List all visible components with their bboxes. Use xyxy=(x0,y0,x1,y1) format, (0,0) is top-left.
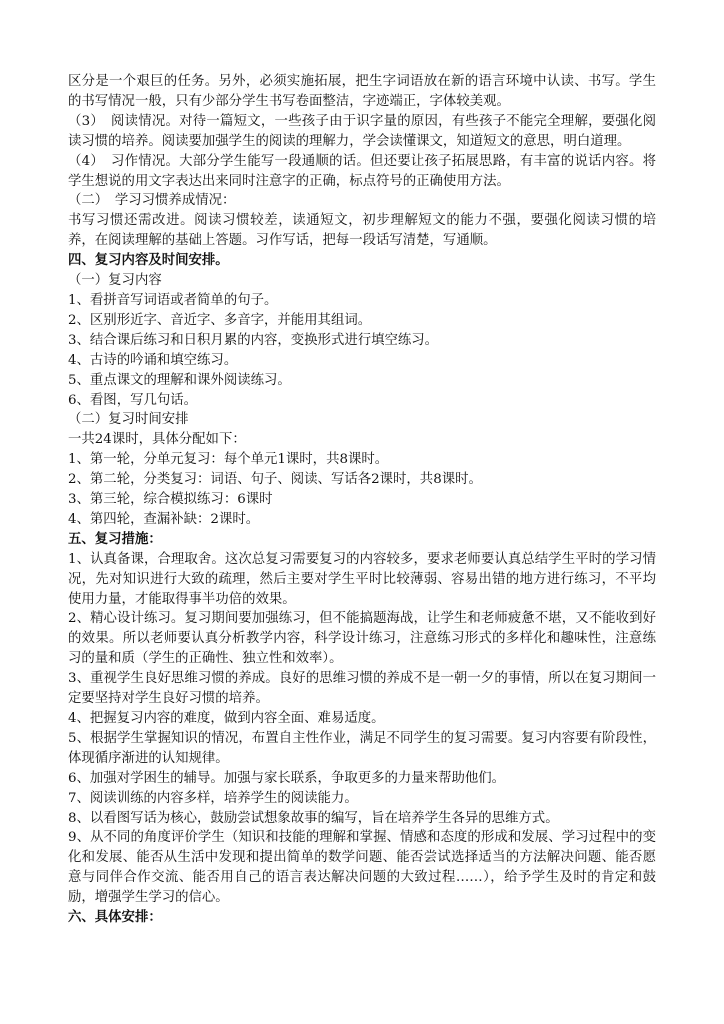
paragraph: 一共24课时，具体分配如下： xyxy=(68,432,246,448)
paragraph: 2、区别形近字、音近字、多音字，并能用其组词。 xyxy=(68,312,372,328)
paragraph: 2、第二轮，分类复习：词语、句子、阅读、写话各2课时，共8课时。 xyxy=(68,472,482,488)
paragraph: （3） 阅读情况。对待一篇短文，一些孩子由于识字量的原因，有些孩子不能完全理解，要强化阅读习惯的培养。阅读要加强学生的阅读的理解力，学会读懂课文，知道短文的意思，明白道理。 xyxy=(68,113,656,149)
paragraph: 1、认真备课，合理取舍。这次总复习需要复习的内容较多，要求老师要认真总结学生平时的学习情况，先对知识进行大致的疏理，然后主要对学生平时比较薄弱、容易出错的地方进行练习，不平均使用力量，才能取得事半功倍的效果。 xyxy=(68,551,656,607)
paragraph: 4、古诗的吟诵和填空练习。 xyxy=(68,352,238,368)
paragraph: 7、阅读训练的内容多样，培养学生的阅读能力。 xyxy=(68,790,358,806)
section-heading: 四、复习内容及时间安排。 xyxy=(68,253,229,269)
paragraph: 8、以看图写话为核心，鼓励尝试想象故事的编写，旨在培养学生各异的思维方式。 xyxy=(68,810,559,826)
paragraph: （一）复习内容 xyxy=(68,273,162,289)
document-page xyxy=(68,72,656,928)
paragraph: 5、根据学生掌握知识的情况，布置自主性作业，满足不同学生的复习需要。复习内容要有阶段性，体现循序渐进的认知规律。 xyxy=(68,730,656,766)
paragraph: 3、重视学生良好思维习惯的养成。良好的思维习惯的养成不是一朝一夕的事情，所以在复习期间一定要坚持对学生良好习惯的培养。 xyxy=(68,671,656,707)
paragraph: 4、把握复习内容的难度，做到内容全面、难易适度。 xyxy=(68,711,385,726)
paragraph: 区分是一个艰巨的任务。另外，必须实施拓展，把生字词语放在新的语言环境中认读、书写。学生的书写情况一般，只有少部分学生书写卷面整洁，字迹端正，字体较美观。 xyxy=(68,74,656,109)
paragraph: 3、结合课后练习和日积月累的内容，变换形式进行填空练习。 xyxy=(68,332,439,348)
paragraph: （二） 学习习惯养成情况： xyxy=(68,193,236,209)
paragraph: （4） 习作情况。大部分学生能写一段通顺的话。但还要让孩子拓展思路，有丰富的说话内容。将学生想说的用文字表达出来同时注意字的正确，标点符号的正确使用方法。 xyxy=(68,153,656,189)
section-heading: 六、具体安排： xyxy=(68,910,162,926)
paragraph: 9、从不同的角度评价学生（知识和技能的理解和掌握、情感和态度的形成和发展、学习过程中的变化和发展、能否从生活中发现和提出简单的数学问题、能否尝试选择适当的方法解决问题、能否愿意与同伴合作交流、能否用自己的语言表达解决问题的大致过程……），给予学生及时的肯定和鼓励，增强学生学习的信心。 xyxy=(68,830,656,906)
paragraph: 6、看图，写几句话。 xyxy=(68,392,198,408)
paragraph: 1、看拼音写词语或者简单的句子。 xyxy=(68,292,278,308)
paragraph: （二）复习时间安排 xyxy=(68,412,189,428)
section-heading: 五、复习措施： xyxy=(68,531,162,547)
paragraph: 书写习惯还需改进。阅读习惯较差，读通短文，初步理解短文的能力不强，要强化阅读习惯的培养，在阅读理解的基础上答题。习作写话，把每一段话写清楚，写通顺。 xyxy=(68,213,656,249)
paragraph: 5、重点课文的理解和课外阅读练习。 xyxy=(68,372,291,388)
paragraph: 3、第三轮，综合模拟练习：6课时 xyxy=(68,492,273,508)
paragraph: 4、第四轮，查漏补缺：2课时。 xyxy=(68,511,260,527)
paragraph: 2、精心设计练习。复习期间要加强练习，但不能搞题海战，让学生和老师疲惫不堪，又不能收到好的效果。所以老师要认真分析教学内容，科学设计练习，注意练习形式的多样化和趣味性，注意练习的量和质（学生的正确性、独立性和效率）。 xyxy=(68,611,656,667)
paragraph: 1、第一轮，分单元复习：每个单元1课时，共8课时。 xyxy=(68,452,389,468)
paragraph: 6、加强对学困生的辅导。加强与家长联系，争取更多的力量来帮助他们。 xyxy=(68,770,506,786)
